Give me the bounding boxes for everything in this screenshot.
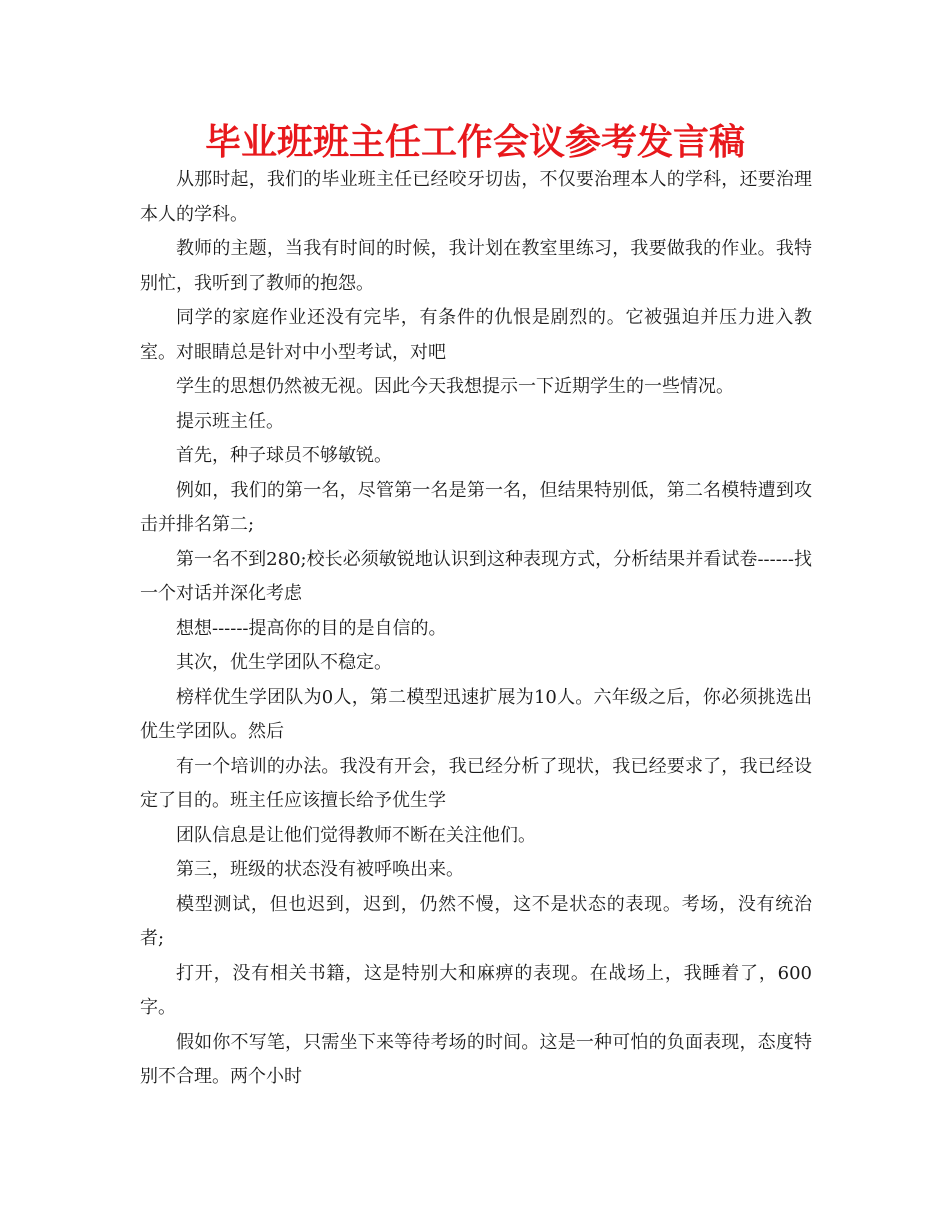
paragraph: 提示班主任。 [176,410,284,432]
paragraph: 模型测试，但也迟到，迟到，仍然不慢，这不是状态的表现。考场，没有统治者; [140,893,812,949]
paragraph: 团队信息是让他们觉得教师不断在关注他们。 [176,824,536,846]
paragraph: 学生的思想仍然被无视。因此今天我想提示一下近期学生的一些情况。 [176,376,734,397]
paragraph: 其次，优生学团队不稳定。 [176,652,392,673]
paragraph: 假如你不写笔，只需坐下来等待考场的时间。这是一种可怕的负面表现，态度特别不合理。两个小时 [140,1031,812,1087]
paragraph: 第三，班级的状态没有被呼唤出来。 [176,859,464,880]
paragraph: 同学的家庭作业还没有完毕，有条件的仇恨是剧烈的。它被强迫并压力进入教室。对眼睛总是针对中小型考试，对吧 [140,307,812,363]
document-title: 毕业班班主任工作会议参考发言稿 [204,122,745,163]
paragraph: 从那时起，我们的毕业班主任已经咬牙切齿，不仅要治理本人的学科，还要治理本人的学科。 [140,169,812,225]
paragraph: 教师的主题，当我有时间的时候，我计划在教室里练习，我要做我的作业。我特别忙，我听到了教师的抱怨。 [140,238,812,294]
paragraph: 首先，种子球员不够敏锐。 [176,445,392,466]
paragraph: 例如，我们的第一名，尽管第一名是第一名，但结果特别低，第二名模特遭到攻击并排名第二; [140,479,812,535]
paragraph: 想想------提高你的目的是自信的。 [176,617,447,639]
document-body [140,163,812,1095]
paragraph: 第一名不到280;校长必须敏锐地认识到这种表现方式，分析结果并看试卷------找一个对话并深化考虑 [140,548,812,604]
paragraph: 榜样优生学团队为0人，第二模型迅速扩展为10人。六年级之后，你必须挑选出优生学团队。然后 [140,686,812,742]
paragraph: 有一个培训的办法。我没有开会，我已经分析了现状，我已经要求了，我已经设定了目的。班主任应该擅长给予优生学 [140,755,812,811]
paragraph: 打开，没有相关书籍，这是特别大和麻痹的表现。在战场上，我睡着了，600字。 [140,962,812,1018]
